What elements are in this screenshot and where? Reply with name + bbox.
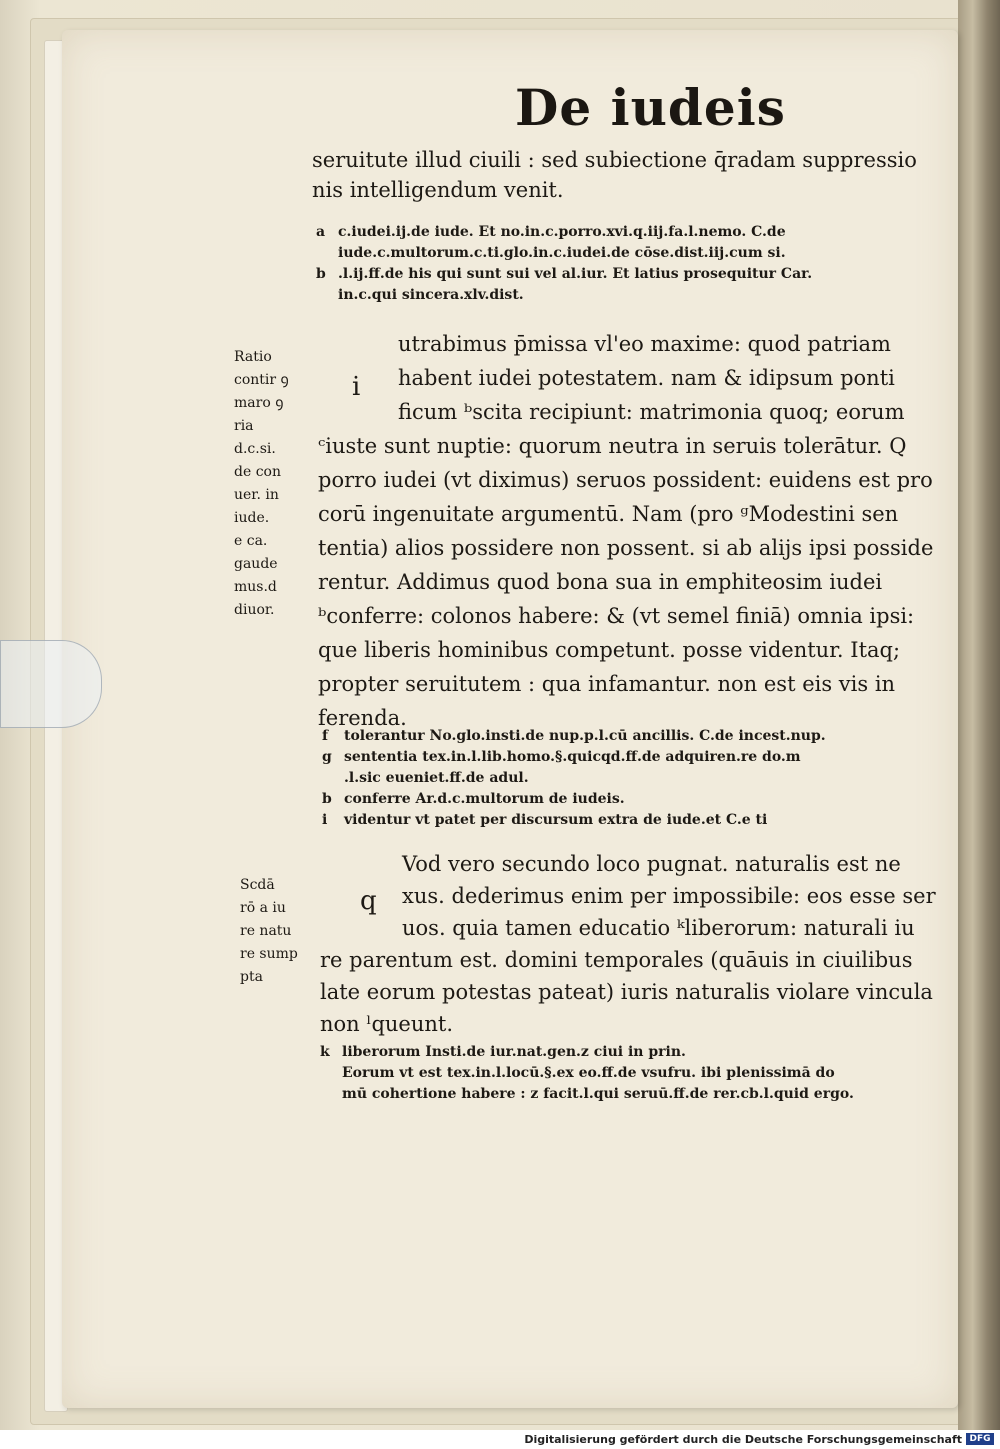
margin-line: diuor. [234, 602, 275, 618]
footnote-text: iude.c.multorum.c.ti.glo.in.c.iudei.de cōse.dist.iij.cum si. [338, 245, 786, 261]
text-line: ferenda. [318, 706, 407, 730]
text-line: xus. dederimus enim per impossibile: eos esse ser [402, 884, 936, 908]
footnote-key: g [322, 749, 332, 765]
text-line: propter seruitutem : qua infamantur. non est eis vis in [318, 672, 896, 696]
drop-initial-guide-2: q [360, 886, 377, 916]
margin-line: re natu [240, 923, 292, 939]
text-line: late eorum potestas pateat) iuris naturalis violare vincula [320, 980, 933, 1004]
footnote-text: conferre Ar.d.c.multorum de iudeis. [344, 791, 625, 807]
margin-line: rō a iu [240, 900, 286, 916]
footer-credit: Digitalisierung gefördert durch die Deutsche Forschungsgemeinschaft [524, 1433, 962, 1446]
footnote-line [322, 812, 767, 828]
margin-line: pta [240, 969, 263, 985]
footnote-key: f [322, 728, 329, 744]
footnote-line [322, 749, 801, 765]
text-line: habent iudei potestatem. nam & idipsum ponti [398, 366, 895, 390]
footnote-text: in.c.qui sincera.xlv.dist. [338, 287, 524, 303]
footnote-text: c.iudei.ij.de iude. Et no.in.c.porro.xvi.q.iij.fa.l.nemo. C.de [338, 224, 786, 240]
text-line: corū ingenuitate argumentū. Nam (pro ᵍModestini sen [318, 502, 899, 526]
footnote-text: liberorum Insti.de iur.nat.gen.z ciui in prin. [342, 1044, 686, 1060]
text-line: nis intelligendum venit. [312, 178, 564, 202]
footnote-line [316, 245, 786, 261]
page-heading: De iudeis [515, 78, 786, 137]
margin-line: iude. [234, 510, 270, 526]
margin-line: mus.d [234, 579, 277, 595]
text-line: rentur. Addimus quod bona sua in emphiteosim iudei [318, 570, 883, 594]
margin-line: re sump [240, 946, 298, 962]
text-line: ᵇconferre: colonos habere: & (vt semel finiā) omnia ipsi: [318, 604, 915, 628]
footnote-key: k [320, 1044, 330, 1060]
footnote-key: b [322, 791, 332, 807]
margin-note-1 [234, 346, 304, 622]
plastic-tab-marker [0, 640, 102, 728]
margin-line: ria [234, 418, 254, 434]
margin-line: Scdā [240, 877, 275, 893]
text-line: non ˡqueunt. [320, 1012, 454, 1036]
footnote-line [320, 1044, 686, 1060]
margin-note-2 [240, 874, 310, 989]
footnote-key: a [316, 224, 326, 240]
footnote-line [316, 266, 812, 282]
margin-line: uer. in [234, 487, 279, 503]
footnote-text: sententia tex.in.l.lib.homo.§.quicqd.ff.de adquiren.re do.m [344, 749, 801, 765]
margin-line: contir ꝯ [234, 372, 289, 388]
margin-line: maro ꝯ [234, 395, 284, 411]
margin-line: e ca. [234, 533, 268, 549]
footnote-line [322, 728, 826, 744]
text-line: porro iudei (vt diximus) seruos possident: euidens est pro [318, 468, 933, 492]
text-line: que liberis hominibus competunt. posse videntur. Itaq; [318, 638, 901, 662]
footnote-text: Eorum vt est tex.in.l.locū.§.ex eo.ff.de vsufru. ibi plenissimā do [342, 1065, 835, 1081]
margin-line: de con [234, 464, 281, 480]
footnote-text: videntur vt patet per discursum extra de iude.et C.e ti [344, 812, 768, 828]
footnote-line [322, 791, 625, 807]
footnote-key: i [322, 812, 328, 828]
drop-initial-guide-1: i [352, 372, 361, 402]
margin-line: gaude [234, 556, 278, 572]
text-line: uos. quia tamen educatio ᵏliberorum: naturali iu [402, 916, 915, 940]
footnote-line [320, 1065, 835, 1081]
footnote-text: .l.ij.ff.de his qui sunt sui vel al.iur. Et latius prosequitur Car. [338, 266, 813, 282]
footnote-key: b [316, 266, 326, 282]
dfg-logo-icon: DFG [966, 1433, 994, 1445]
margin-line: Ratio [234, 349, 272, 365]
footnote-line [322, 770, 529, 786]
text-line: Vod vero secundo loco pugnat. naturalis est ne [402, 852, 901, 876]
footnote-line [320, 1086, 854, 1102]
text-line: re parentum est. domini temporales (quāuis in ciuilibus [320, 948, 913, 972]
margin-line: d.c.si. [234, 441, 276, 457]
text-line: tentia) alios possidere non possent. si ab alijs ipsi posside [318, 536, 934, 560]
digitization-footer [0, 1430, 1000, 1449]
text-line: ᶜiuste sunt nuptie: quorum neutra in seruis tolerātur. Q [318, 434, 907, 458]
book-spine [958, 0, 1000, 1430]
text-line: ficum ᵇscita recipiunt: matrimonia quoq; eorum [398, 400, 905, 424]
footnote-line [316, 224, 786, 240]
text-line: seruitute illud ciuili : sed subiectione q̄radam suppressio [312, 148, 917, 172]
footnote-text: tolerantur No.glo.insti.de nup.p.l.cū ancillis. C.de incest.nup. [344, 728, 826, 744]
footnote-line [316, 287, 524, 303]
footnote-text: mū cohertione habere : z facit.l.qui seruū.ff.de rer.cb.l.quid ergo. [342, 1086, 854, 1102]
footnote-text: .l.sic eueniet.ff.de adul. [344, 770, 529, 786]
text-line: utrabimus p̄missa vl'eo maxime: quod patriam [398, 332, 891, 356]
